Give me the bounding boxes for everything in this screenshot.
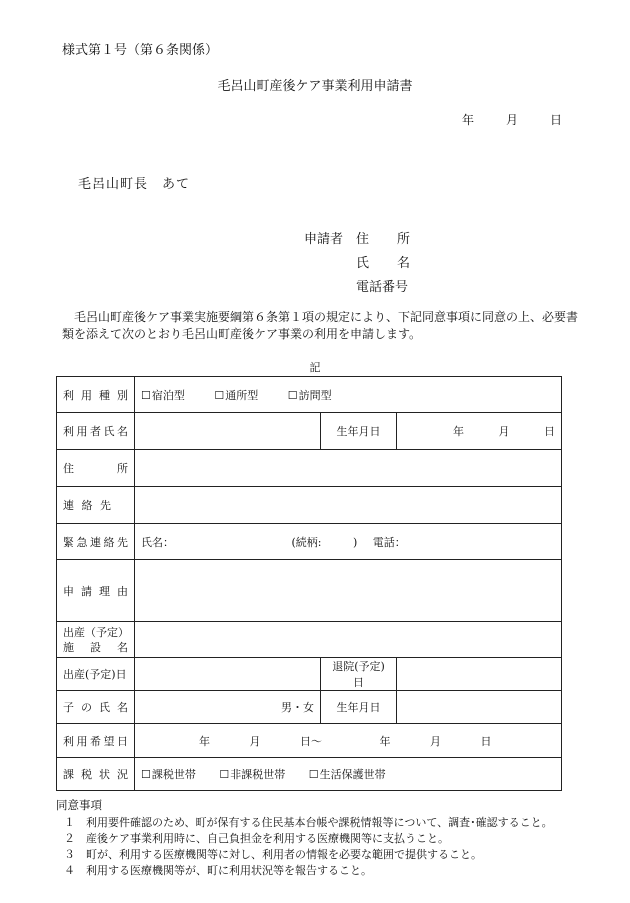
reason-field[interactable] — [135, 560, 562, 622]
application-date — [462, 111, 562, 128]
desired-date-field[interactable]: 年 月 日〜 年 月 日 — [135, 724, 562, 758]
consent-item: １ 利用要件確認のため、町が保有する住民基本台帳や課税情報等について、調査･確認すること。 — [64, 816, 553, 829]
applicant-address-label: 住 所 — [356, 232, 410, 247]
checkbox-shukuhaku[interactable]: ☐ 宿泊型 — [141, 389, 185, 402]
usage-type-options — [135, 377, 562, 413]
user-name-field[interactable] — [135, 413, 321, 450]
tax-status-label: 課 税 状 況 — [57, 758, 135, 791]
child-dob-field[interactable] — [397, 691, 562, 724]
row-tax-status — [57, 758, 562, 791]
birth-date-field[interactable] — [135, 658, 321, 691]
consent-heading: 同意事項 — [56, 798, 102, 812]
user-dob-label: 生年月日 — [321, 413, 397, 450]
contact-field[interactable] — [135, 487, 562, 524]
applicant-phone-label: 電話番号 — [356, 280, 409, 295]
emergency-relation: (続柄: — [291, 535, 322, 549]
row-emergency — [57, 524, 562, 560]
checkbox-non-taxable[interactable]: ☐ 非課税世帯 — [219, 768, 285, 781]
consent-item: ２ 産後ケア事業利用時に、自己負担金を利用する医療機関等に支払うこと。 — [64, 832, 449, 845]
row-contact — [57, 487, 562, 524]
row-birth-date — [57, 658, 562, 691]
emergency-label: 緊 急 連 絡 先 — [57, 524, 135, 560]
user-name-label: 利 用 者 氏 名 — [57, 413, 135, 450]
discharge-date-field[interactable] — [397, 658, 562, 691]
intro-text: 毛呂山町産後ケア事業実施要綱第６条第１項の規定により、下記同意事項に同意の上、必要書類を添えて次のとおり毛呂山町産後ケア事業の利用を申請します。 — [62, 310, 579, 341]
checkbox-taxable[interactable]: ☐ 課税世帯 — [141, 768, 196, 781]
address-field[interactable] — [135, 450, 562, 487]
checkbox-welfare[interactable]: ☐ 生活保護世帯 — [309, 768, 386, 781]
checkbox-homon[interactable]: ☐ 訪問型 — [288, 389, 332, 402]
facility-field[interactable] — [135, 622, 562, 658]
child-dob-label: 生年月日 — [321, 691, 397, 724]
emergency-name: 氏名： — [141, 535, 174, 549]
birth-date-label: 出産(予定)日 — [57, 658, 135, 691]
reason-label: 申 請 理 由 — [57, 560, 135, 622]
document-title: 毛呂山町産後ケア事業利用申請書 — [217, 79, 413, 94]
form-number: 様式第１号（第６条関係） — [62, 43, 219, 58]
row-reason — [57, 560, 562, 622]
row-facility — [57, 622, 562, 658]
row-usage-type — [57, 377, 562, 413]
discharge-date-label: 退院(予定)日 — [321, 658, 397, 691]
emergency-phone: 電話： — [372, 535, 406, 549]
application-table — [56, 376, 562, 791]
date-month: 月 — [505, 113, 518, 127]
tax-status-options — [135, 758, 562, 791]
consent-item: ４ 利用する医療機関等が、町に利用状況等を報告すること。 — [64, 864, 372, 877]
row-user-name — [57, 413, 562, 450]
checkbox-tsusho[interactable]: ☐ 通所型 — [214, 389, 258, 402]
row-desired-date — [57, 724, 562, 758]
date-year: 年 — [462, 113, 475, 127]
date-day: 日 — [549, 113, 562, 127]
gender-selector[interactable]: 男・女 — [281, 701, 314, 714]
emergency-field[interactable]: 氏名： (続柄: ) 電話： — [135, 524, 562, 560]
user-dob-field[interactable]: 年 月 日 — [397, 413, 562, 450]
child-name-field[interactable] — [135, 691, 321, 724]
applicant-name-label: 氏 名 — [356, 256, 410, 271]
consent-item: ３ 町が、利用する医療機関等に対し、利用者の情報を必要な範囲で提供すること。 — [64, 848, 482, 861]
child-name-label: 子 の 氏 名 — [57, 691, 135, 724]
contact-label: 連 絡 先 — [57, 487, 135, 524]
usage-type-label: 利 用 種 別 — [57, 377, 135, 413]
desired-date-label: 利 用 希 望 日 — [57, 724, 135, 758]
facility-label: 出産（予定） 施 設 名 — [57, 622, 135, 658]
address-label: 住 所 — [57, 450, 135, 487]
applicant-label: 申請者 — [304, 232, 344, 247]
ki-mark: 記 — [309, 361, 321, 374]
row-child-name — [57, 691, 562, 724]
addressee: 毛呂山町長 あて — [78, 177, 191, 192]
row-address — [57, 450, 562, 487]
